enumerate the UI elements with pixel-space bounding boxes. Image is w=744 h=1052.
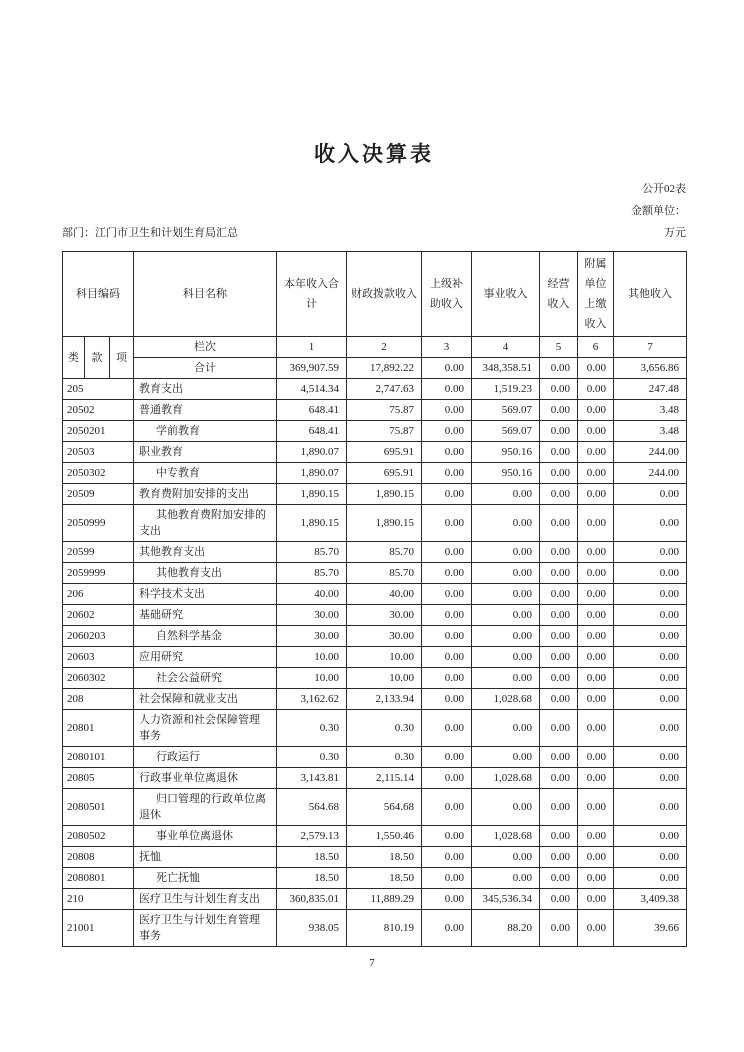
value-cell: 0.00 — [422, 463, 472, 484]
value-cell: 0.00 — [422, 747, 472, 768]
subject-code-cell: 2080501 — [63, 789, 134, 826]
table-row — [63, 710, 687, 747]
value-cell: 0.00 — [422, 647, 472, 668]
col-header-operating-income: 经营收入 — [540, 252, 578, 337]
value-cell: 0.00 — [614, 584, 687, 605]
value-cell: 0.00 — [540, 584, 578, 605]
value-cell: 244.00 — [614, 442, 687, 463]
amount-unit-label: 金额单位： — [631, 205, 686, 217]
value-cell: 1,890.15 — [277, 505, 347, 542]
value-cell: 0.00 — [614, 710, 687, 747]
value-cell: 0.00 — [540, 647, 578, 668]
value-cell: 0.00 — [614, 647, 687, 668]
subject-name-cell: 其他教育支出 — [134, 563, 277, 584]
subject-code-cell: 208 — [63, 689, 134, 710]
value-cell: 0.00 — [578, 542, 614, 563]
income-table — [62, 251, 687, 947]
value-cell: 950.16 — [472, 442, 540, 463]
subject-name-cell: 死亡抚恤 — [134, 868, 277, 889]
table-row — [63, 889, 687, 910]
value-cell: 1,519.23 — [472, 379, 540, 400]
col-header-year-income-total: 本年收入合计 — [277, 252, 347, 337]
table-body — [63, 379, 687, 947]
value-cell: 0.00 — [614, 484, 687, 505]
subject-code-cell: 20801 — [63, 710, 134, 747]
value-cell: 0.00 — [472, 626, 540, 647]
value-cell: 1,890.15 — [347, 484, 422, 505]
value-cell: 0.00 — [472, 789, 540, 826]
value-cell: 0.00 — [614, 689, 687, 710]
value-cell: 30.00 — [347, 605, 422, 626]
value-cell: 0.00 — [540, 542, 578, 563]
value-cell: 0.00 — [578, 379, 614, 400]
col-header-section: 款 — [85, 337, 110, 379]
value-cell: 1,028.68 — [472, 826, 540, 847]
value-cell: 18.50 — [347, 847, 422, 868]
value-cell: 18.50 — [277, 847, 347, 868]
table-row — [63, 689, 687, 710]
header-row-main — [63, 252, 687, 337]
department-line — [62, 224, 686, 242]
value-cell: 0.00 — [540, 442, 578, 463]
value-cell: 0.00 — [422, 789, 472, 826]
value-cell: 0.00 — [472, 505, 540, 542]
value-cell: 244.00 — [614, 463, 687, 484]
value-cell: 0.00 — [422, 689, 472, 710]
value-cell: 2,133.94 — [347, 689, 422, 710]
value-cell: 1,028.68 — [472, 768, 540, 789]
value-cell: 0.00 — [422, 889, 472, 910]
value-cell: 0.00 — [540, 605, 578, 626]
col-header-subject-name: 科目名称 — [134, 252, 277, 337]
grand-total-value: 0.00 — [578, 358, 614, 379]
column-index-7: 7 — [614, 337, 687, 358]
page-number: 7 — [369, 957, 375, 969]
subject-code-cell: 20602 — [63, 605, 134, 626]
value-cell: 0.00 — [540, 889, 578, 910]
value-cell: 0.00 — [422, 584, 472, 605]
value-cell: 0.00 — [472, 542, 540, 563]
subject-name-cell: 其他教育支出 — [134, 542, 277, 563]
value-cell: 0.00 — [472, 647, 540, 668]
subject-code-cell: 20599 — [63, 542, 134, 563]
value-cell: 0.00 — [422, 768, 472, 789]
value-cell: 0.00 — [614, 768, 687, 789]
value-cell: 0.00 — [578, 668, 614, 689]
col-header-subject-code: 科目编码 — [63, 252, 134, 337]
value-cell: 10.00 — [277, 647, 347, 668]
value-cell: 0.00 — [422, 826, 472, 847]
value-cell: 0.00 — [578, 605, 614, 626]
value-cell: 0.00 — [540, 668, 578, 689]
value-cell: 0.00 — [472, 605, 540, 626]
value-cell: 0.00 — [578, 889, 614, 910]
value-cell: 0.00 — [578, 847, 614, 868]
value-cell: 0.00 — [578, 421, 614, 442]
value-cell: 0.00 — [540, 400, 578, 421]
value-cell: 40.00 — [347, 584, 422, 605]
value-cell: 0.00 — [540, 421, 578, 442]
value-cell: 3,409.38 — [614, 889, 687, 910]
value-cell: 950.16 — [472, 463, 540, 484]
subject-name-cell: 事业单位离退休 — [134, 826, 277, 847]
subject-code-cell: 2060302 — [63, 668, 134, 689]
value-cell: 1,890.07 — [277, 463, 347, 484]
subject-name-cell: 人力资源和社会保障管理事务 — [134, 710, 277, 747]
value-cell: 0.00 — [472, 747, 540, 768]
value-cell: 0.00 — [422, 910, 472, 947]
column-index-6: 6 — [578, 337, 614, 358]
value-cell: 938.05 — [277, 910, 347, 947]
subject-name-cell: 医疗卫生与计划生育支出 — [134, 889, 277, 910]
value-cell: 0.00 — [578, 484, 614, 505]
subject-code-cell: 206 — [63, 584, 134, 605]
table-row — [63, 421, 687, 442]
value-cell: 39.66 — [614, 910, 687, 947]
value-cell: 0.00 — [422, 605, 472, 626]
value-cell: 0.00 — [422, 563, 472, 584]
value-cell: 0.30 — [347, 710, 422, 747]
column-index-3: 3 — [422, 337, 472, 358]
value-cell: 40.00 — [277, 584, 347, 605]
value-cell: 0.00 — [578, 768, 614, 789]
table-row — [63, 379, 687, 400]
subject-code-cell: 20805 — [63, 768, 134, 789]
grand-total-value: 3,656.86 — [614, 358, 687, 379]
subject-name-cell: 学前教育 — [134, 421, 277, 442]
subject-code-cell: 20503 — [63, 442, 134, 463]
subject-code-cell: 2050201 — [63, 421, 134, 442]
value-cell: 0.00 — [472, 563, 540, 584]
value-cell: 0.00 — [614, 626, 687, 647]
value-cell: 0.00 — [422, 868, 472, 889]
subject-code-cell: 2060203 — [63, 626, 134, 647]
table-row — [63, 584, 687, 605]
table-row — [63, 826, 687, 847]
value-cell: 695.91 — [347, 442, 422, 463]
col-header-affiliated-unit-income: 附属单位上缴收入 — [578, 252, 614, 337]
value-cell: 10.00 — [347, 647, 422, 668]
table-row — [63, 563, 687, 584]
value-cell: 88.20 — [472, 910, 540, 947]
table-row — [63, 605, 687, 626]
value-cell: 0.00 — [614, 789, 687, 826]
value-cell: 85.70 — [277, 563, 347, 584]
page-title: 收入决算表 — [314, 142, 434, 166]
value-cell: 0.00 — [422, 442, 472, 463]
subject-name-cell: 行政运行 — [134, 747, 277, 768]
subject-code-cell: 20808 — [63, 847, 134, 868]
table-row — [63, 484, 687, 505]
table-row — [63, 626, 687, 647]
table-row — [63, 789, 687, 826]
value-cell: 0.00 — [614, 747, 687, 768]
subject-name-cell: 医疗卫生与计划生育管理事务 — [134, 910, 277, 947]
subject-code-cell: 20502 — [63, 400, 134, 421]
value-cell: 695.91 — [347, 463, 422, 484]
table-row — [63, 910, 687, 947]
grand-total-row — [63, 358, 687, 379]
value-cell: 648.41 — [277, 421, 347, 442]
value-cell: 1,890.07 — [277, 442, 347, 463]
grand-total-value: 0.00 — [422, 358, 472, 379]
value-cell: 2,579.13 — [277, 826, 347, 847]
value-cell: 3.48 — [614, 400, 687, 421]
subject-code-cell: 2050302 — [63, 463, 134, 484]
subject-name-cell: 科学技术支出 — [134, 584, 277, 605]
value-cell: 0.00 — [578, 868, 614, 889]
value-cell: 0.00 — [540, 826, 578, 847]
value-cell: 0.00 — [614, 505, 687, 542]
table-row — [63, 847, 687, 868]
col-header-item: 项 — [110, 337, 134, 379]
table-row — [63, 400, 687, 421]
value-cell: 3,143.81 — [277, 768, 347, 789]
grand-total-value: 17,892.22 — [347, 358, 422, 379]
value-cell: 3,162.62 — [277, 689, 347, 710]
table-code-label: 公开02表 — [642, 183, 686, 195]
grand-total-value: 348,358.51 — [472, 358, 540, 379]
value-cell: 1,028.68 — [472, 689, 540, 710]
value-cell: 0.00 — [578, 789, 614, 826]
value-cell: 0.00 — [540, 484, 578, 505]
meta-block — [62, 178, 686, 222]
subject-code-cell: 21001 — [63, 910, 134, 947]
value-cell: 1,890.15 — [347, 505, 422, 542]
col-header-other-income: 其他收入 — [614, 252, 687, 337]
value-cell: 0.00 — [614, 826, 687, 847]
subject-code-cell: 20603 — [63, 647, 134, 668]
subject-code-cell: 2080801 — [63, 868, 134, 889]
value-cell: 0.00 — [472, 847, 540, 868]
value-cell: 0.00 — [540, 563, 578, 584]
value-cell: 18.50 — [277, 868, 347, 889]
value-cell: 0.00 — [614, 668, 687, 689]
column-index-2: 2 — [347, 337, 422, 358]
grand-total-value: 369,907.59 — [277, 358, 347, 379]
value-cell: 1,890.15 — [277, 484, 347, 505]
column-index-1: 1 — [277, 337, 347, 358]
table-row — [63, 505, 687, 542]
value-cell: 0.00 — [472, 868, 540, 889]
value-cell: 18.50 — [347, 868, 422, 889]
col-header-class: 类 — [63, 337, 85, 379]
grand-total-value: 0.00 — [540, 358, 578, 379]
col-header-undertaking-income: 事业收入 — [472, 252, 540, 337]
value-cell: 0.30 — [347, 747, 422, 768]
value-cell: 4,514.34 — [277, 379, 347, 400]
subject-name-cell: 普通教育 — [134, 400, 277, 421]
value-cell: 0.00 — [540, 505, 578, 542]
department-label: 部门：江门市卫生和计划生育局汇总 — [62, 227, 238, 239]
value-cell: 0.30 — [277, 747, 347, 768]
value-cell: 0.00 — [422, 505, 472, 542]
value-cell: 0.00 — [422, 847, 472, 868]
subject-name-cell: 社会公益研究 — [134, 668, 277, 689]
value-cell: 0.00 — [578, 710, 614, 747]
value-cell: 0.00 — [578, 910, 614, 947]
value-cell: 0.00 — [422, 542, 472, 563]
value-cell: 0.00 — [578, 505, 614, 542]
value-cell: 0.00 — [578, 584, 614, 605]
value-cell: 0.00 — [422, 400, 472, 421]
table-row — [63, 868, 687, 889]
value-cell: 247.48 — [614, 379, 687, 400]
grand-total-label: 合计 — [134, 358, 277, 379]
value-cell: 0.00 — [578, 747, 614, 768]
value-cell: 0.00 — [422, 626, 472, 647]
subject-name-cell: 职业教育 — [134, 442, 277, 463]
value-cell: 0.00 — [422, 484, 472, 505]
value-cell: 648.41 — [277, 400, 347, 421]
table-row — [63, 542, 687, 563]
value-cell: 0.00 — [422, 668, 472, 689]
table-row — [63, 647, 687, 668]
subject-name-cell: 应用研究 — [134, 647, 277, 668]
subject-code-cell: 2080101 — [63, 747, 134, 768]
value-cell: 0.00 — [540, 868, 578, 889]
subject-name-cell: 归口管理的行政单位离退休 — [134, 789, 277, 826]
value-cell: 0.30 — [277, 710, 347, 747]
value-cell: 1,550.46 — [347, 826, 422, 847]
value-cell: 0.00 — [614, 847, 687, 868]
value-cell: 0.00 — [540, 847, 578, 868]
value-cell: 0.00 — [578, 647, 614, 668]
value-cell: 810.19 — [347, 910, 422, 947]
table-row — [63, 442, 687, 463]
value-cell: 0.00 — [422, 421, 472, 442]
subject-name-cell: 自然科学基金 — [134, 626, 277, 647]
subject-code-cell: 205 — [63, 379, 134, 400]
value-cell: 564.68 — [347, 789, 422, 826]
subject-name-cell: 教育费附加安排的支出 — [134, 484, 277, 505]
value-cell: 0.00 — [540, 626, 578, 647]
value-cell: 75.87 — [347, 421, 422, 442]
value-cell: 75.87 — [347, 400, 422, 421]
value-cell: 0.00 — [540, 910, 578, 947]
value-cell: 10.00 — [277, 668, 347, 689]
value-cell: 0.00 — [540, 463, 578, 484]
subject-name-cell: 中专教育 — [134, 463, 277, 484]
col-header-superior-subsidy-income: 上级补助收入 — [422, 252, 472, 337]
subject-code-cell: 210 — [63, 889, 134, 910]
column-index-5: 5 — [540, 337, 578, 358]
value-cell: 11,889.29 — [347, 889, 422, 910]
subject-name-cell: 基础研究 — [134, 605, 277, 626]
value-cell: 0.00 — [578, 689, 614, 710]
value-cell: 0.00 — [540, 710, 578, 747]
value-cell: 0.00 — [540, 379, 578, 400]
subject-code-cell: 2080502 — [63, 826, 134, 847]
subject-name-cell: 行政事业单位离退休 — [134, 768, 277, 789]
value-cell: 0.00 — [578, 563, 614, 584]
table-row — [63, 668, 687, 689]
subject-code-cell: 2050999 — [63, 505, 134, 542]
value-cell: 360,835.01 — [277, 889, 347, 910]
col-header-fiscal-appropriation-income: 财政拨款收入 — [347, 252, 422, 337]
value-cell: 0.00 — [578, 826, 614, 847]
subject-name-cell: 教育支出 — [134, 379, 277, 400]
value-cell: 0.00 — [578, 626, 614, 647]
value-cell: 85.70 — [347, 563, 422, 584]
value-cell: 564.68 — [277, 789, 347, 826]
value-cell: 0.00 — [578, 442, 614, 463]
subject-name-cell: 抚恤 — [134, 847, 277, 868]
value-cell: 345,536.34 — [472, 889, 540, 910]
value-cell: 10.00 — [347, 668, 422, 689]
value-cell: 0.00 — [472, 668, 540, 689]
value-cell: 30.00 — [277, 626, 347, 647]
header-row-column-index — [63, 337, 687, 358]
value-cell: 0.00 — [472, 584, 540, 605]
subject-name-cell: 其他教育费附加安排的支出 — [134, 505, 277, 542]
unit-value: 万元 — [664, 227, 686, 239]
value-cell: 0.00 — [614, 563, 687, 584]
value-cell: 0.00 — [578, 400, 614, 421]
value-cell: 0.00 — [614, 542, 687, 563]
value-cell: 2,115.14 — [347, 768, 422, 789]
value-cell: 0.00 — [614, 868, 687, 889]
value-cell: 0.00 — [540, 768, 578, 789]
value-cell: 85.70 — [347, 542, 422, 563]
subject-code-cell: 20509 — [63, 484, 134, 505]
value-cell: 0.00 — [540, 789, 578, 826]
value-cell: 0.00 — [472, 710, 540, 747]
value-cell: 569.07 — [472, 421, 540, 442]
value-cell: 0.00 — [540, 689, 578, 710]
value-cell: 569.07 — [472, 400, 540, 421]
value-cell: 30.00 — [277, 605, 347, 626]
subject-name-cell: 社会保障和就业支出 — [134, 689, 277, 710]
value-cell: 2,747.63 — [347, 379, 422, 400]
value-cell: 0.00 — [578, 463, 614, 484]
column-index-4: 4 — [472, 337, 540, 358]
value-cell: 85.70 — [277, 542, 347, 563]
value-cell: 0.00 — [614, 605, 687, 626]
table-row — [63, 747, 687, 768]
table-row — [63, 768, 687, 789]
value-cell: 0.00 — [540, 747, 578, 768]
table-row — [63, 463, 687, 484]
value-cell: 0.00 — [422, 379, 472, 400]
value-cell: 3.48 — [614, 421, 687, 442]
value-cell: 30.00 — [347, 626, 422, 647]
column-index-label: 栏次 — [134, 337, 277, 358]
subject-code-cell: 2059999 — [63, 563, 134, 584]
value-cell: 0.00 — [422, 710, 472, 747]
value-cell: 0.00 — [472, 484, 540, 505]
